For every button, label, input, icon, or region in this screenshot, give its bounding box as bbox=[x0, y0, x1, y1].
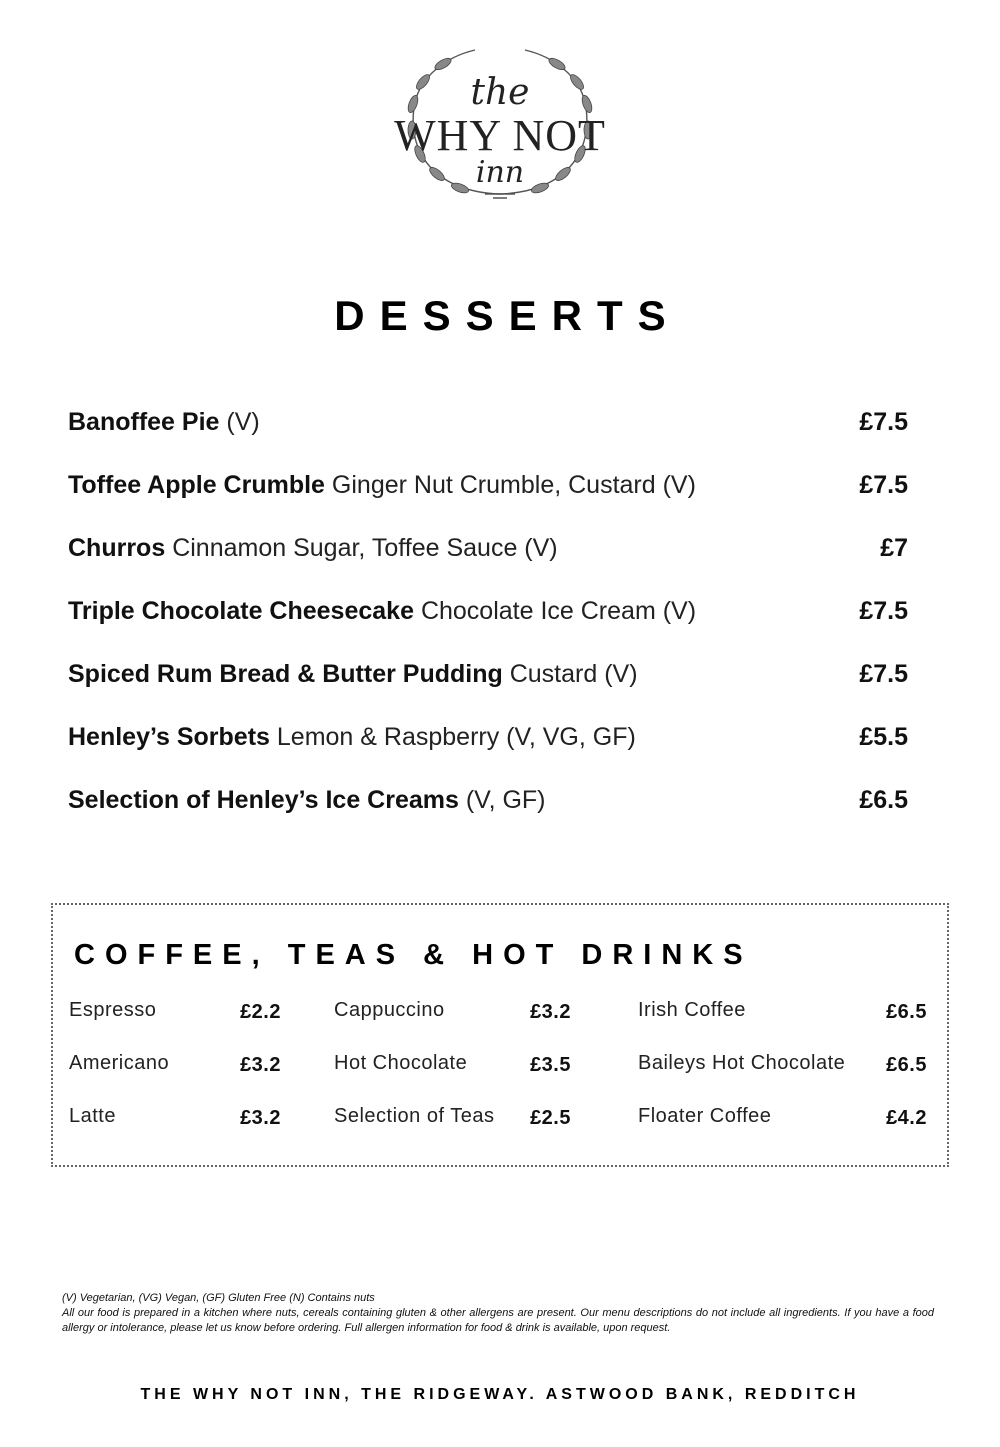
dessert-item bbox=[68, 400, 908, 463]
dessert-description: Custard (V) bbox=[509, 660, 638, 688]
dessert-name: Selection of Henley’s Ice Creams bbox=[68, 786, 459, 814]
dessert-price: £7.5 bbox=[859, 408, 908, 436]
drink-name: Latte bbox=[69, 1105, 116, 1127]
logo bbox=[365, 42, 635, 207]
dessert-item bbox=[68, 526, 908, 589]
drink-name: Cappuccino bbox=[334, 999, 445, 1021]
drink-price: £3.2 bbox=[530, 1001, 571, 1023]
dessert-price: £7.5 bbox=[859, 471, 908, 499]
dessert-item bbox=[68, 589, 908, 652]
dessert-description: (V) bbox=[226, 408, 260, 436]
drinks-column-3 bbox=[638, 995, 927, 1154]
drinks-column-2 bbox=[334, 995, 571, 1154]
drink-item bbox=[638, 1101, 927, 1154]
dessert-description: (V, GF) bbox=[465, 786, 546, 814]
dietary-key: (V) Vegetarian, (VG) Vegan, (GF) Gluten Free (N) Contains nuts bbox=[62, 1292, 375, 1304]
dessert-name: Spiced Rum Bread & Butter Pudding bbox=[68, 660, 503, 688]
logo-why-not-text: WHY NOT bbox=[394, 111, 606, 160]
logo-the-text: the bbox=[470, 72, 530, 113]
dessert-name: Banoffee Pie bbox=[68, 408, 220, 436]
drink-price: £2.5 bbox=[530, 1107, 571, 1129]
drink-price: £2.2 bbox=[240, 1001, 281, 1023]
drink-price: £3.2 bbox=[240, 1054, 281, 1076]
drink-item bbox=[69, 1101, 281, 1154]
drink-name: Selection of Teas bbox=[334, 1105, 495, 1127]
dessert-name: Triple Chocolate Cheesecake bbox=[68, 597, 414, 625]
hot-drinks-box bbox=[51, 903, 949, 1167]
hot-drinks-title: COFFEE, TEAS & HOT DRINKS bbox=[74, 939, 753, 971]
drink-price: £4.2 bbox=[886, 1107, 927, 1129]
drink-name: Espresso bbox=[69, 999, 157, 1021]
dessert-description: Chocolate Ice Cream (V) bbox=[420, 597, 697, 625]
dessert-item bbox=[68, 652, 908, 715]
dessert-description: Ginger Nut Crumble, Custard (V) bbox=[331, 471, 696, 499]
drink-price: £6.5 bbox=[886, 1054, 927, 1076]
dessert-price: £7.5 bbox=[859, 597, 908, 625]
drink-price: £6.5 bbox=[886, 1001, 927, 1023]
drink-name: Irish Coffee bbox=[638, 999, 746, 1021]
dessert-item bbox=[68, 778, 908, 841]
logo-inn-text: inn bbox=[475, 155, 525, 190]
dessert-price: £7.5 bbox=[859, 660, 908, 688]
drink-item bbox=[334, 995, 571, 1048]
dessert-name: Henley’s Sorbets bbox=[68, 723, 270, 751]
drink-item bbox=[69, 995, 281, 1048]
dessert-price: £5.5 bbox=[859, 723, 908, 751]
desserts-list bbox=[68, 400, 908, 841]
drink-item bbox=[638, 1048, 927, 1101]
drink-price: £3.5 bbox=[530, 1054, 571, 1076]
dessert-description: Lemon & Raspberry (V, VG, GF) bbox=[276, 723, 636, 751]
drink-name: Baileys Hot Chocolate bbox=[638, 1052, 846, 1074]
drink-name: Hot Chocolate bbox=[334, 1052, 468, 1074]
drink-item bbox=[334, 1048, 571, 1101]
drink-name: Floater Coffee bbox=[638, 1105, 772, 1127]
dessert-name: Toffee Apple Crumble bbox=[68, 471, 325, 499]
dessert-price: £6.5 bbox=[859, 786, 908, 814]
address: THE WHY NOT INN, THE RIDGEWAY. ASTWOOD BANK, REDDITCH bbox=[140, 1386, 860, 1403]
drinks-column-1 bbox=[69, 995, 281, 1154]
drink-item bbox=[69, 1048, 281, 1101]
dessert-item bbox=[68, 463, 908, 526]
drink-name: Americano bbox=[69, 1052, 170, 1074]
page-title: DESSERTS bbox=[334, 292, 681, 339]
dessert-item bbox=[68, 715, 908, 778]
laurel-wreath-icon bbox=[365, 42, 635, 207]
dessert-price: £7 bbox=[880, 534, 908, 562]
drink-item bbox=[638, 995, 927, 1048]
allergen-footnote bbox=[62, 1291, 934, 1336]
dessert-description: Cinnamon Sugar, Toffee Sauce (V) bbox=[172, 534, 558, 562]
allergen-notice: All our food is prepared in a kitchen where nuts, cereals containing gluten & other allergens are present. Our menu descriptions do not include all ingredients. If you have a food allergy or intolerance, please let us know before ordering. Full allergen information for food & drink is available, upon request. bbox=[62, 1307, 934, 1334]
dessert-name: Churros bbox=[68, 534, 166, 562]
drink-price: £3.2 bbox=[240, 1107, 281, 1129]
drink-item bbox=[334, 1101, 571, 1154]
